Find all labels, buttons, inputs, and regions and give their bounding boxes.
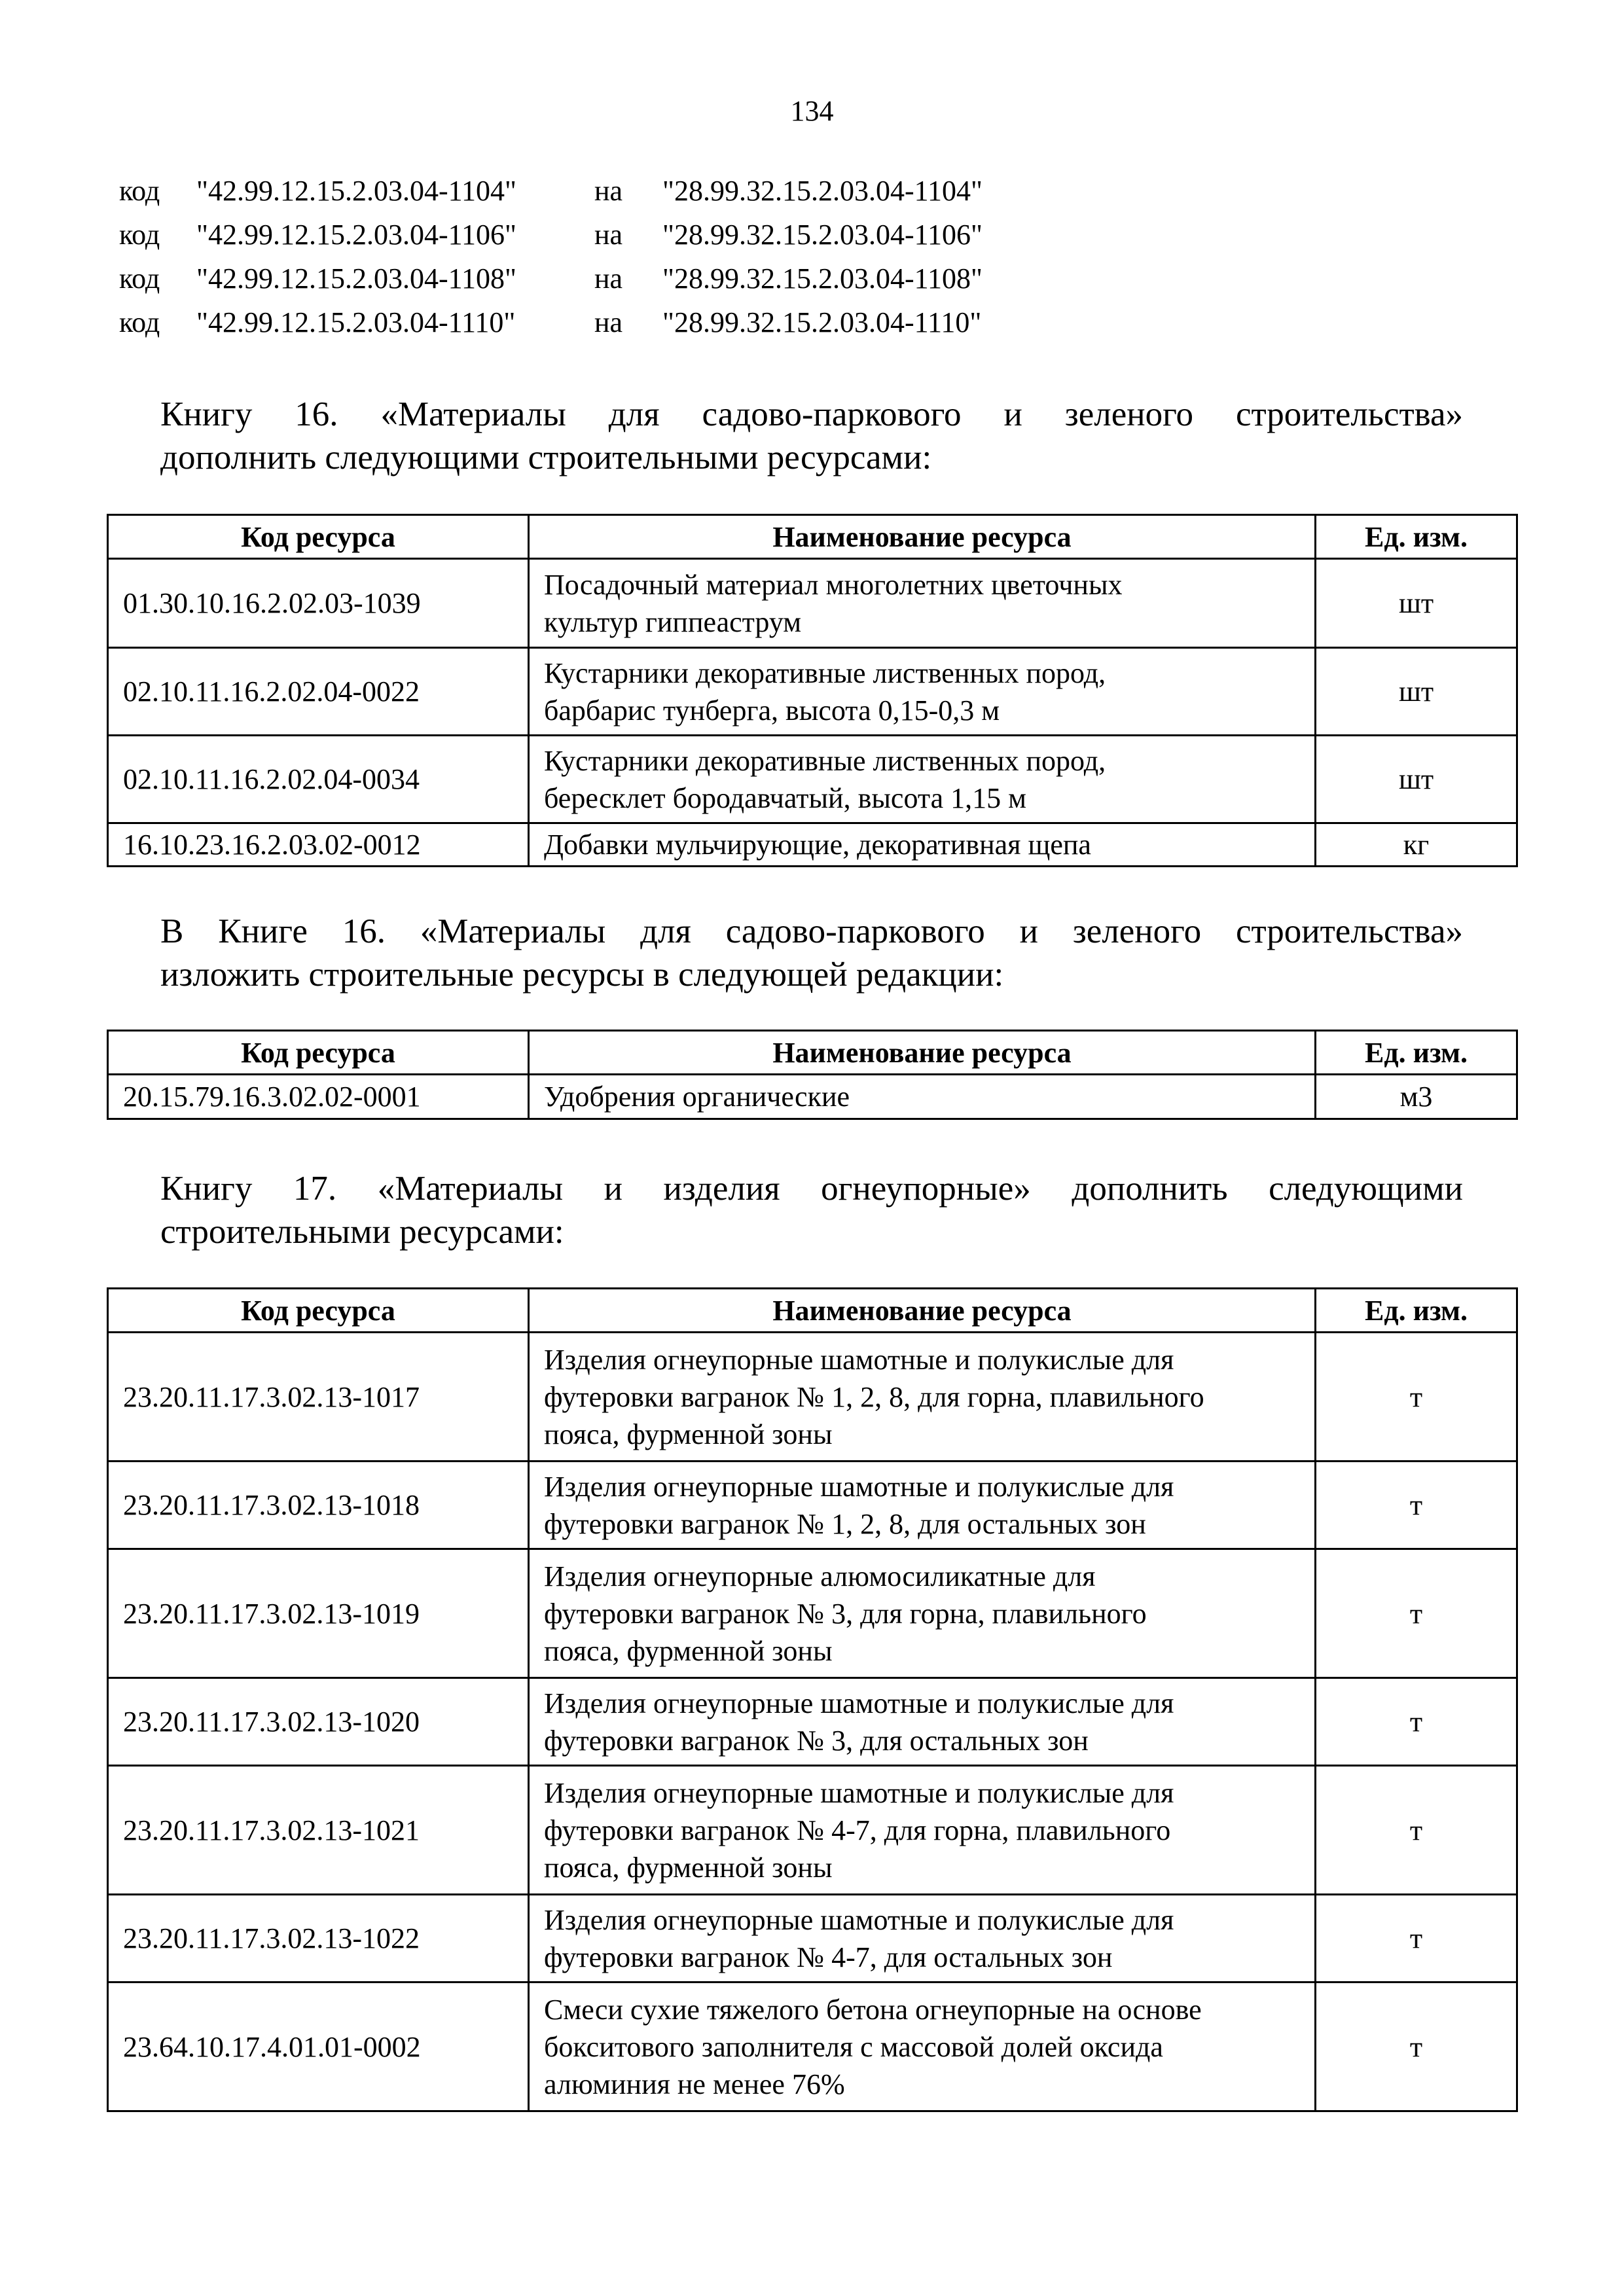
paragraph-line: Книгу 16. «Материалы для садово-паркового и зеленого строительства»: [160, 395, 1463, 433]
section3-paragraph: [160, 1167, 1463, 1253]
resource-unit: т: [1316, 1549, 1517, 1678]
paragraph-line: строительными ресурсами:: [160, 1213, 564, 1251]
header-name: Наименование ресурса: [529, 1031, 1316, 1075]
new-code: "28.99.32.15.2.03.04-1106": [662, 219, 983, 251]
resource-name-line: культур гиппеаструм: [544, 605, 802, 638]
table-header-row: [108, 1031, 1517, 1075]
resource-unit: т: [1316, 1678, 1517, 1766]
resource-code: 20.15.79.16.3.02.02-0001: [108, 1075, 529, 1119]
resource-unit: шт: [1316, 736, 1517, 823]
new-code: "28.99.32.15.2.03.04-1104": [662, 175, 983, 207]
header-code: Код ресурса: [108, 1031, 529, 1075]
section2-table: [107, 1030, 1518, 1120]
table-row: [108, 1333, 1517, 1462]
old-code: "42.99.12.15.2.03.04-1108": [196, 262, 516, 295]
resource-unit: шт: [1316, 648, 1517, 736]
na-word: на: [594, 262, 623, 295]
resource-unit: т: [1316, 1462, 1517, 1549]
resource-name-line: Кустарники декоративные лиственных пород,: [544, 744, 1106, 777]
resource-code: 23.20.11.17.3.02.13-1017: [108, 1333, 529, 1462]
na-word: на: [594, 306, 623, 338]
code-word: код: [119, 175, 160, 207]
code-replacement-row: [119, 213, 1068, 257]
table-row: [108, 1678, 1517, 1766]
resource-name-line: пояса, фурменной зоны: [544, 1418, 833, 1450]
table-row: [108, 1982, 1517, 2111]
resource-name-line: футеровки вагранок № 4-7, для остальных зон: [544, 1941, 1113, 1973]
resource-unit: т: [1316, 1766, 1517, 1895]
resource-name-line: бересклет бородавчатый, высота 1,15 м: [544, 781, 1026, 814]
resource-unit: шт: [1316, 559, 1517, 648]
resource-code: 23.20.11.17.3.02.13-1022: [108, 1895, 529, 1982]
code-replacement-row: [119, 300, 1068, 344]
table-header-row: [108, 1289, 1517, 1333]
resource-name-line: бокситового заполнителя с массовой долей оксида: [544, 2030, 1163, 2063]
resource-code: 23.20.11.17.3.02.13-1018: [108, 1462, 529, 1549]
resource-code: 16.10.23.16.2.03.02-0012: [108, 823, 529, 867]
resource-name-line: Изделия огнеупорные шамотные и полукислые для: [544, 1470, 1174, 1503]
resource-name-line: Смеси сухие тяжелого бетона огнеупорные на основе: [544, 1993, 1202, 2026]
resource-name: [529, 559, 1316, 648]
table-row: [108, 823, 1517, 867]
resource-name: [529, 1982, 1316, 2111]
table-header-row: [108, 515, 1517, 559]
resource-name: [529, 1075, 1316, 1119]
table-row: [108, 736, 1517, 823]
page-number: 134: [790, 95, 834, 127]
resource-code: 23.20.11.17.3.02.13-1021: [108, 1766, 529, 1895]
resource-code: 01.30.10.16.2.02.03-1039: [108, 559, 529, 648]
resource-name: [529, 1462, 1316, 1549]
old-code: "42.99.12.15.2.03.04-1104": [196, 175, 516, 207]
resource-name: [529, 1678, 1316, 1766]
old-code: "42.99.12.15.2.03.04-1110": [196, 306, 516, 338]
header-unit: Ед. изм.: [1316, 1289, 1517, 1333]
resource-name: [529, 648, 1316, 736]
header-code: Код ресурса: [108, 1289, 529, 1333]
code-word: код: [119, 306, 160, 338]
table-row: [108, 648, 1517, 736]
table-row: [108, 1549, 1517, 1678]
resource-name: [529, 1895, 1316, 1982]
resource-name-line: Изделия огнеупорные шамотные и полукислые для: [544, 1687, 1174, 1719]
resource-name: [529, 1333, 1316, 1462]
resource-name: [529, 1549, 1316, 1678]
resource-unit: кг: [1316, 823, 1517, 867]
resource-name-line: Кустарники декоративные лиственных пород,: [544, 656, 1106, 689]
header-unit: Ед. изм.: [1316, 1031, 1517, 1075]
section3-table: [107, 1287, 1518, 2112]
resource-unit: т: [1316, 1982, 1517, 2111]
resource-name-line: пояса, фурменной зоны: [544, 1634, 833, 1667]
table-row: [108, 1462, 1517, 1549]
new-code: "28.99.32.15.2.03.04-1110": [662, 306, 982, 338]
header-name: Наименование ресурса: [529, 515, 1316, 559]
resource-name-line: футеровки вагранок № 3, для остальных зон: [544, 1724, 1089, 1757]
resource-code: 02.10.11.16.2.02.04-0022: [108, 648, 529, 736]
code-word: код: [119, 219, 160, 251]
resource-name-line: Изделия огнеупорные шамотные и полукислые для: [544, 1343, 1174, 1376]
resource-code: 23.20.11.17.3.02.13-1020: [108, 1678, 529, 1766]
table-row: [108, 1895, 1517, 1982]
resource-unit: т: [1316, 1333, 1517, 1462]
table-row: [108, 559, 1517, 648]
code-replacement-row: [119, 257, 1068, 300]
section1-paragraph: [160, 393, 1463, 479]
header-code: Код ресурса: [108, 515, 529, 559]
resource-name-line: футеровки вагранок № 1, 2, 8, для остальных зон: [544, 1507, 1146, 1540]
resource-code: 23.20.11.17.3.02.13-1019: [108, 1549, 529, 1678]
resource-name-line: Добавки мульчирующие, декоративная щепа: [544, 829, 1091, 861]
section1-table: [107, 514, 1518, 867]
paragraph-line: дополнить следующими строительными ресурсами:: [160, 439, 932, 476]
section2-paragraph: [160, 910, 1463, 996]
resource-name-line: Удобрения органические: [544, 1081, 850, 1113]
resource-name: [529, 823, 1316, 867]
table-row: [108, 1075, 1517, 1119]
paragraph-line: В Книге 16. «Материалы для садово-паркового и зеленого строительства»: [160, 912, 1463, 950]
resource-code: 02.10.11.16.2.02.04-0034: [108, 736, 529, 823]
resource-name-line: Посадочный материал многолетних цветочных: [544, 568, 1123, 601]
resource-name-line: барбарис тунберга, высота 0,15-0,3 м: [544, 694, 1000, 726]
resource-name-line: Изделия огнеупорные шамотные и полукислые для: [544, 1776, 1174, 1809]
resource-name-line: Изделия огнеупорные алюмосиликатные для: [544, 1560, 1096, 1592]
header-name: Наименование ресурса: [529, 1289, 1316, 1333]
na-word: на: [594, 219, 623, 251]
resource-unit: т: [1316, 1895, 1517, 1982]
old-code: "42.99.12.15.2.03.04-1106": [196, 219, 516, 251]
code-word: код: [119, 262, 160, 295]
paragraph-line: Книгу 17. «Материалы и изделия огнеупорные» дополнить следующими: [160, 1170, 1463, 1208]
resource-code: 23.64.10.17.4.01.01-0002: [108, 1982, 529, 2111]
na-word: на: [594, 175, 623, 207]
table-row: [108, 1766, 1517, 1895]
resource-name-line: пояса, фурменной зоны: [544, 1851, 833, 1884]
resource-name-line: Изделия огнеупорные шамотные и полукислые для: [544, 1903, 1174, 1936]
resource-name-line: футеровки вагранок № 4-7, для горна, плавильного: [544, 1814, 1171, 1846]
header-unit: Ед. изм.: [1316, 515, 1517, 559]
paragraph-line: изложить строительные ресурсы в следующей редакции:: [160, 956, 1004, 994]
code-replacement-list: [119, 169, 1068, 344]
resource-name-line: футеровки вагранок № 3, для горна, плавильного: [544, 1597, 1147, 1630]
new-code: "28.99.32.15.2.03.04-1108": [662, 262, 983, 295]
resource-name: [529, 736, 1316, 823]
resource-name: [529, 1766, 1316, 1895]
code-replacement-row: [119, 169, 1068, 213]
resource-name-line: алюминия не менее 76%: [544, 2068, 845, 2100]
resource-unit: м3: [1316, 1075, 1517, 1119]
resource-name-line: футеровки вагранок № 1, 2, 8, для горна, плавильного: [544, 1380, 1204, 1413]
